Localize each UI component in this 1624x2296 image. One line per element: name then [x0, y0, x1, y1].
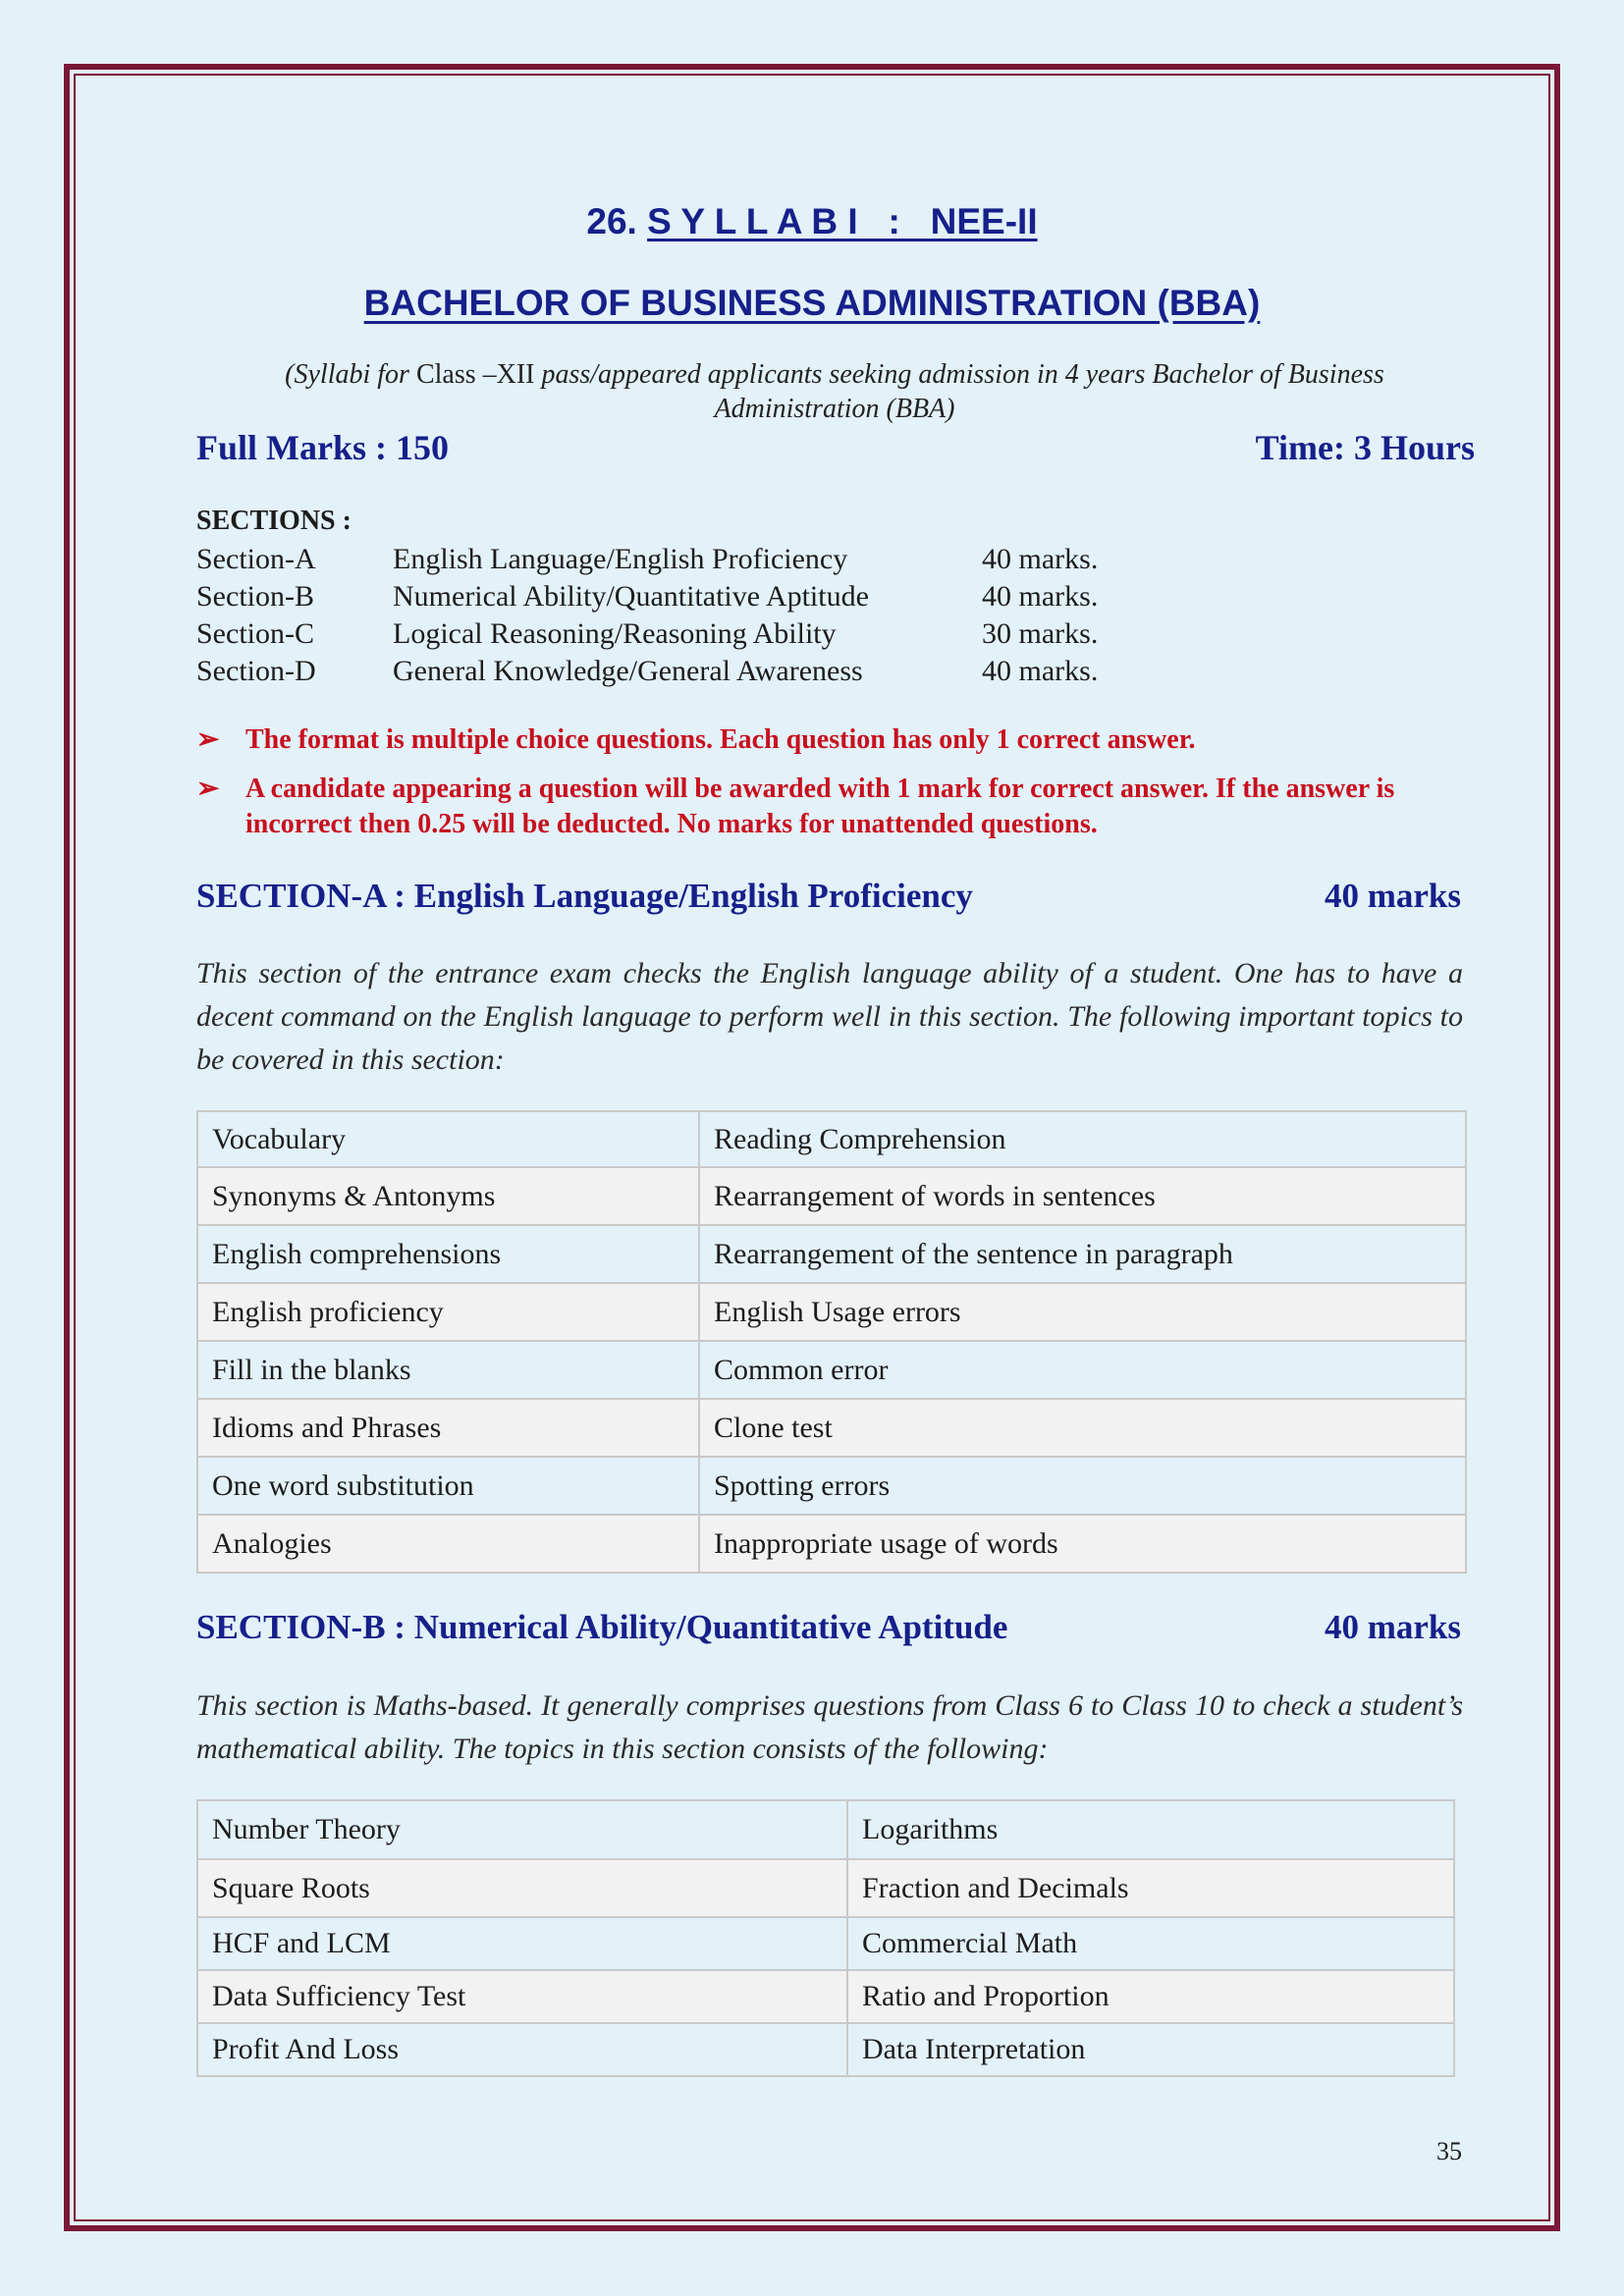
- section-name: English Language/English Proficiency: [393, 543, 848, 575]
- table-cell: One word substitution: [197, 1457, 699, 1515]
- table-row: [197, 1225, 1466, 1283]
- section-name: Logical Reasoning/Reasoning Ability: [393, 617, 837, 650]
- title-number: 26.: [586, 201, 637, 241]
- table-cell: Spotting errors: [699, 1457, 1466, 1515]
- table-row: [197, 1111, 1466, 1167]
- table-cell: Analogies: [197, 1515, 699, 1573]
- section-id: Section-A: [196, 543, 316, 575]
- section-id: Section-D: [196, 655, 316, 687]
- table-cell: Common error: [699, 1341, 1466, 1399]
- table-cell: Idioms and Phrases: [197, 1399, 699, 1457]
- table-cell: Rearrangement of words in sentences: [699, 1167, 1466, 1225]
- section-name: General Knowledge/General Awareness: [393, 655, 863, 687]
- table-cell: Square Roots: [197, 1859, 847, 1917]
- full-marks: Full Marks : 150: [196, 428, 449, 467]
- table-row: [197, 1800, 1454, 1859]
- section-marks: 40 marks.: [982, 543, 1099, 575]
- table-cell: Reading Comprehension: [699, 1111, 1466, 1167]
- table-row: [197, 2023, 1454, 2076]
- table-cell: HCF and LCM: [197, 1917, 847, 1970]
- table-row: [197, 1399, 1466, 1457]
- table-cell: Vocabulary: [197, 1111, 699, 1167]
- table-row: [197, 1167, 1466, 1225]
- table-cell: Fill in the blanks: [197, 1341, 699, 1399]
- program-title: BACHELOR OF BUSINESS ADMINISTRATION (BBA): [363, 283, 1261, 323]
- section-id: Section-B: [196, 580, 314, 613]
- page-number: 35: [1436, 2137, 1462, 2165]
- subtitle-class: Class –XII: [415, 359, 535, 390]
- table-cell: Ratio and Proportion: [847, 1970, 1454, 2023]
- note-text: The format is multiple choice questions. Each question has only 1 correct answer.: [245, 724, 1196, 755]
- table-cell: Data Sufficiency Test: [197, 1970, 847, 2023]
- table-cell: Synonyms & Antonyms: [197, 1167, 699, 1225]
- table-cell: Rearrangement of the sentence in paragraph: [699, 1225, 1466, 1283]
- arrow-bullet-icon: ➢: [196, 774, 220, 804]
- table-cell: Logarithms: [847, 1800, 1454, 1859]
- syllabi-title: [0, 201, 1624, 242]
- table-cell: English Usage errors: [699, 1283, 1466, 1341]
- section-marks: 40 marks.: [982, 580, 1099, 613]
- table-row: [197, 1970, 1454, 2023]
- table-row: [197, 1457, 1466, 1515]
- table-row: [197, 1917, 1454, 1970]
- table-row: [197, 1859, 1454, 1917]
- section-a-title: SECTION-A : English Language/English Proficiency: [196, 877, 973, 915]
- section-name: Numerical Ability/Quantitative Aptitude: [393, 580, 869, 613]
- section-b-description: This section is Maths-based. It generally comprises questions from Class 6 to Class 10 to check a student’s mathematical ability. The topics in this section consists of the following:: [196, 1689, 1463, 1765]
- arrow-bullet-icon: ➢: [196, 724, 220, 755]
- title-syllabi: S Y L L A B I : NEE-II: [647, 201, 1038, 241]
- table-cell: Data Interpretation: [847, 2023, 1454, 2076]
- table-row: [197, 1341, 1466, 1399]
- section-a-description: This section of the entrance exam checks the English language ability of a student. One has to have a decent command on the English language to perform well in this section. The following important topics to be covered in this section:: [196, 957, 1463, 1076]
- section-id: Section-C: [196, 617, 314, 650]
- table-cell: Commercial Math: [847, 1917, 1454, 1970]
- table-cell: Clone test: [699, 1399, 1466, 1457]
- section-marks: 40 marks.: [982, 655, 1099, 687]
- section-a-marks: 40 marks: [1324, 877, 1461, 915]
- subtitle: [216, 357, 1453, 426]
- table-cell: English proficiency: [197, 1283, 699, 1341]
- subtitle-part2: pass/appeared applicants seeking admission in 4 years Bachelor of Business Administration (BBA): [534, 359, 1384, 424]
- section-marks: 30 marks.: [982, 617, 1099, 650]
- table-row: [197, 1515, 1466, 1573]
- section-a-topics-table: [196, 1110, 1467, 1574]
- table-cell: Fraction and Decimals: [847, 1859, 1454, 1917]
- section-b-title: SECTION-B : Numerical Ability/Quantitative Aptitude: [196, 1608, 1008, 1646]
- time-allowed: Time: 3 Hours: [1255, 428, 1475, 467]
- table-row: [197, 1283, 1466, 1341]
- section-b-marks: 40 marks: [1324, 1608, 1461, 1646]
- table-cell: English comprehensions: [197, 1225, 699, 1283]
- note-text: A candidate appearing a question will be awarded with 1 mark for correct answer. If the answer is incorrect then 0.25 will be deducted. No marks for unattended questions.: [245, 774, 1395, 839]
- section-b-topics-table: [196, 1799, 1455, 2077]
- table-cell: Number Theory: [197, 1800, 847, 1859]
- table-cell: Profit And Loss: [197, 2023, 847, 2076]
- table-cell: Inappropriate usage of words: [699, 1515, 1466, 1573]
- sections-heading: SECTIONS :: [196, 506, 352, 536]
- subtitle-part1: (Syllabi for: [285, 359, 416, 390]
